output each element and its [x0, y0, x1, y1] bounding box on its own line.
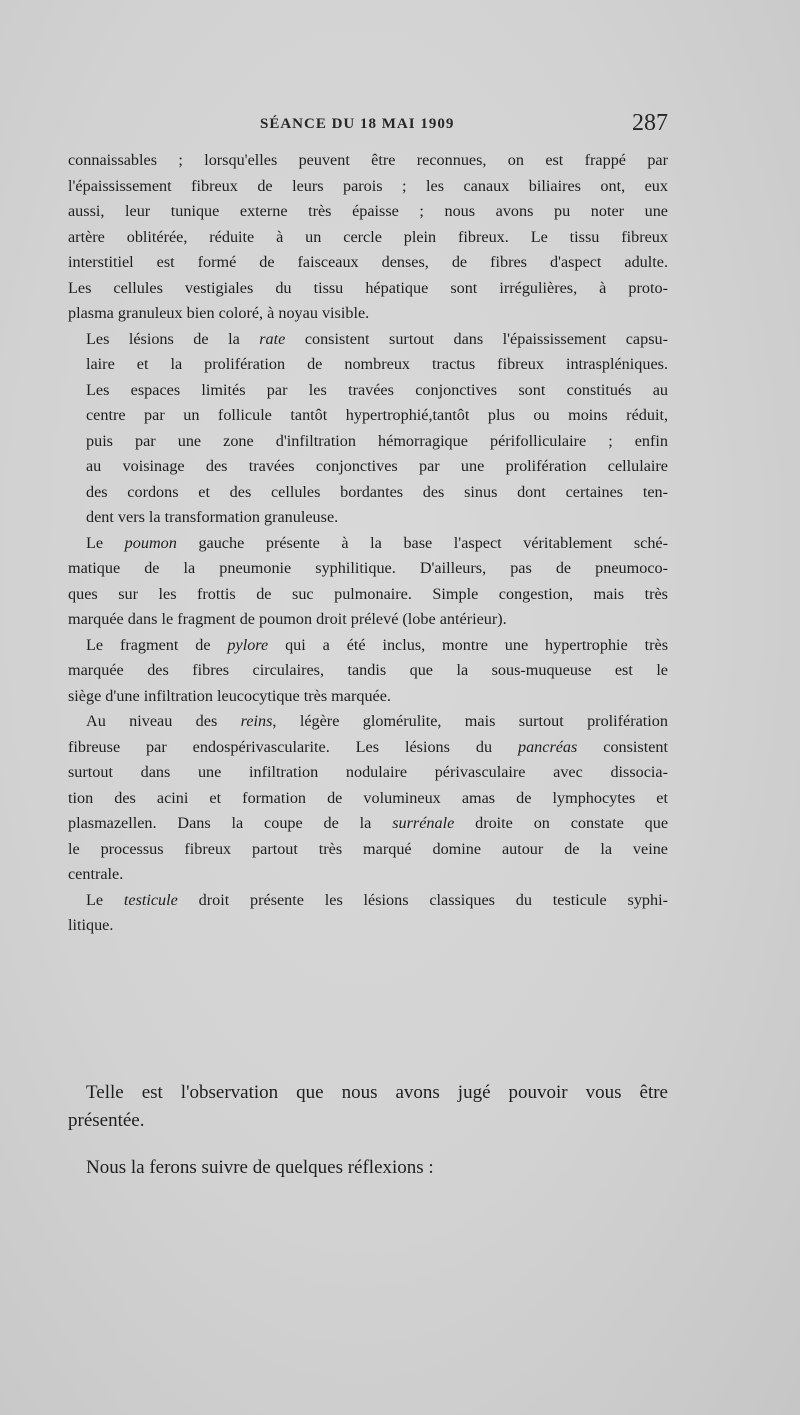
- text-line: Le poumon gauche présente à la base l'aspect véritablement sché-: [86, 533, 668, 552]
- text-line: laire et la prolifération de nombreux tractus fibreux intraspléniques.: [86, 355, 668, 373]
- text-line: le processus fibreux partout très marqué domine autour de la veine: [68, 839, 668, 858]
- text-line: matique de la pneumonie syphilitique. D'ailleurs, pas de pneumoco-: [68, 559, 668, 577]
- text-line: plasmazellen. Dans la coupe de la surrénale droite on constate que: [68, 814, 668, 832]
- running-title: SÉANCE DU 18 MAI 1909: [260, 116, 455, 132]
- text-line: marquée des fibres circulaires, tandis que la sous-muqueuse est le: [68, 661, 668, 679]
- text-line: Le fragment de pylore qui a été inclus, montre une hypertrophie très: [86, 635, 668, 654]
- term-poumon: poumon: [124, 533, 177, 552]
- page-number: 287: [632, 110, 668, 136]
- text-line: aussi, leur tunique externe très épaisse ; nous avons pu noter une: [68, 202, 668, 220]
- closing-paragraph-1: [68, 1079, 668, 1135]
- text-line: au voisinage des travées conjonctives par une prolifération cellulaire: [86, 457, 668, 475]
- term-rate: rate: [259, 329, 286, 348]
- text-line: surtout dans une infiltration nodulaire périvasculaire avec dissocia-: [68, 763, 668, 781]
- text-line: siège d'une infiltration leucocytique très marquée.: [68, 686, 391, 705]
- text-line: Les cellules vestigiales du tissu hépatique sont irrégulières, à proto-: [68, 278, 668, 297]
- term-pancreas: pancréas: [517, 737, 578, 756]
- text-line: Nous la ferons suivre de quelques réflexions :: [86, 1157, 434, 1178]
- paragraph-reins: [68, 709, 668, 888]
- text-line: connaissables ; lorsqu'elles peuvent être reconnues, on est frappé par: [68, 151, 668, 169]
- text-line: litique.: [68, 916, 114, 934]
- term-surrenale: surrénale: [392, 814, 455, 832]
- paragraph-poumon: [68, 531, 668, 633]
- text-line: interstitiel est formé de faisceaux denses, de fibres d'aspect adulte.: [68, 253, 668, 271]
- text-line: l'épaississement fibreux de leurs parois ; les canaux biliaires ont, eux: [68, 176, 668, 195]
- paragraph-testicule: [68, 888, 668, 939]
- text-line: Telle est l'observation que nous avons jugé pouvoir vous être: [86, 1082, 668, 1103]
- text-line: Les espaces limités par les travées conjonctives sont constitués au: [86, 380, 668, 399]
- text-line: ques sur les frottis de suc pulmonaire. Simple congestion, mais très: [68, 584, 668, 603]
- text-line: tion des acini et formation de volumineux amas de lymphocytes et: [68, 788, 668, 807]
- closing-text: [68, 1060, 668, 1182]
- text-line: Le testicule droit présente les lésions classiques du testicule syphi-: [86, 890, 668, 909]
- paragraph-foie: [68, 148, 668, 327]
- text-line: marquée dans le fragment de poumon droit prélevé (lobe antérieur).: [68, 610, 507, 628]
- term-reins: reins: [240, 712, 273, 730]
- text-line: dent vers la transformation granuleuse.: [86, 508, 339, 526]
- paragraph-pylore: [68, 633, 668, 710]
- text-line: centrale.: [68, 865, 124, 883]
- page-header: [68, 112, 668, 142]
- body-text: [68, 148, 668, 939]
- term-testicule: testicule: [123, 890, 178, 909]
- closing-paragraph-2: [68, 1154, 668, 1182]
- text-line: des cordons et des cellules bordantes des sinus dont certaines ten-: [86, 482, 668, 501]
- text-line: centre par un follicule tantôt hypertrophié,tantôt plus ou moins réduit,: [86, 406, 668, 424]
- text-line: puis par une zone d'infiltration hémorragique périfolliculaire ; enfin: [86, 431, 668, 450]
- paragraph-rate: [68, 327, 668, 531]
- text-line: présentée.: [68, 1110, 145, 1131]
- text-line: Les lésions de la rate consistent surtout dans l'épaississement capsu-: [86, 329, 668, 348]
- text-line: artère oblitérée, réduite à un cercle plein fibreux. Le tissu fibreux: [68, 227, 668, 246]
- term-pylore: pylore: [227, 635, 269, 654]
- text-line: Au niveau des reins, légère glomérulite, mais surtout prolifération: [86, 712, 668, 730]
- text-line: fibreuse par endospérivascularite. Les lésions du pancréas consistent: [68, 737, 668, 756]
- text-line: plasma granuleux bien coloré, à noyau visible.: [68, 304, 370, 322]
